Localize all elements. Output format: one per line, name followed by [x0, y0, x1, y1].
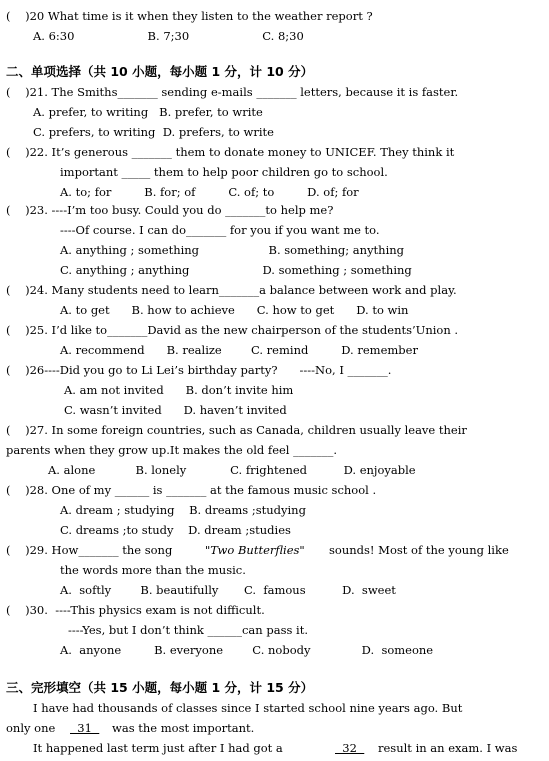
text-line: ( )23. ----I’m too busy. Could you do _______to help me?	[6, 203, 334, 217]
text-line: sounds! Most of the young like	[329, 543, 509, 557]
text-line: ( )28. One of my ______ is _______ at the famous music school .	[6, 483, 377, 497]
text-line: ( )24. Many students need to learn_______a balance between work and play.	[6, 283, 457, 297]
text-line: ( )25. I’d like to_______David as the new chairperson of the students’Union .	[6, 323, 459, 337]
text-line: the words more than the music.	[60, 563, 246, 577]
text-line: ----Yes, but I don’t think ______can pass it.	[68, 623, 308, 637]
section-heading: 二、单项选择（共 10 小题，每小题 1 分，计 10 分）	[6, 64, 314, 79]
text-line: 32	[335, 741, 365, 755]
text-line: parents when they grow up.It makes the old feel _______.	[6, 443, 338, 457]
text-line: ( )29. How_______ the song	[6, 543, 173, 557]
text-line: A. alone B. lonely C. frightened D. enjoyable	[48, 463, 416, 477]
text-line: A. to get B. how to achieve C. how to get D. to win	[60, 303, 409, 317]
text-line: only one	[6, 721, 59, 735]
text-line: ( )20 What time is it when they listen to the weather report ?	[6, 9, 373, 23]
text-line: A. anything ; something B. something; anything	[60, 243, 405, 257]
text-line: C. wasn’t invited D. haven’t invited	[64, 403, 287, 417]
text-line: C. dreams ;to study D. dream ;studies	[60, 523, 291, 537]
text-line: "Two Butterflies"	[205, 543, 305, 557]
text-line: It happened last term just after I had got a	[33, 741, 287, 755]
text-line: I have had thousands of classes since I started school nine years ago. But	[33, 701, 463, 715]
text-line: C. prefers, to writing D. prefers, to write	[33, 125, 274, 139]
text-line: A. to; for B. for; of C. of; to D. of; for	[60, 185, 359, 199]
text-line: ( )21. The Smiths_______ sending e-mails _______ letters, because it is faster.	[6, 85, 459, 99]
text-line: result in an exam. I was	[378, 741, 518, 755]
text-line: ( )27. In some foreign countries, such as Canada, children usually leave their	[6, 423, 467, 437]
text-line: A. am not invited B. don’t invite him	[64, 383, 294, 397]
text-line: A. anyone B. everyone C. nobody D. someone	[60, 643, 434, 657]
text-line: ( )26----Did you go to Li Lei’s birthday party? ----No, I _______.	[6, 363, 392, 377]
text-line: ( )22. It’s generous _______ them to donate money to UNICEF. They think it	[6, 145, 455, 159]
text-line: A. 6:30 B. 7;30 C. 8;30	[33, 29, 304, 43]
text-line: ----Of course. I can do_______ for you if you want me to.	[60, 223, 380, 237]
text-line: A. recommend B. realize C. remind D. remember	[60, 343, 418, 357]
text-line: ( )30. ----This physics exam is not difficult.	[6, 603, 265, 617]
text-line: 31	[70, 721, 100, 735]
text-line: important _____ them to help poor children go to school.	[60, 165, 388, 179]
text-line: A. prefer, to writing B. prefer, to write	[33, 105, 263, 119]
section-heading: 三、完形填空（共 15 小题，每小题 1 分，计 15 分）	[6, 680, 314, 695]
text-line: A. softly B. beautifully C. famous D. sweet	[60, 583, 396, 597]
text-line: was the most important.	[112, 721, 255, 735]
text-line: C. anything ; anything D. something ; something	[60, 263, 412, 277]
text-line: A. dream ; studying B. dreams ;studying	[60, 503, 306, 517]
